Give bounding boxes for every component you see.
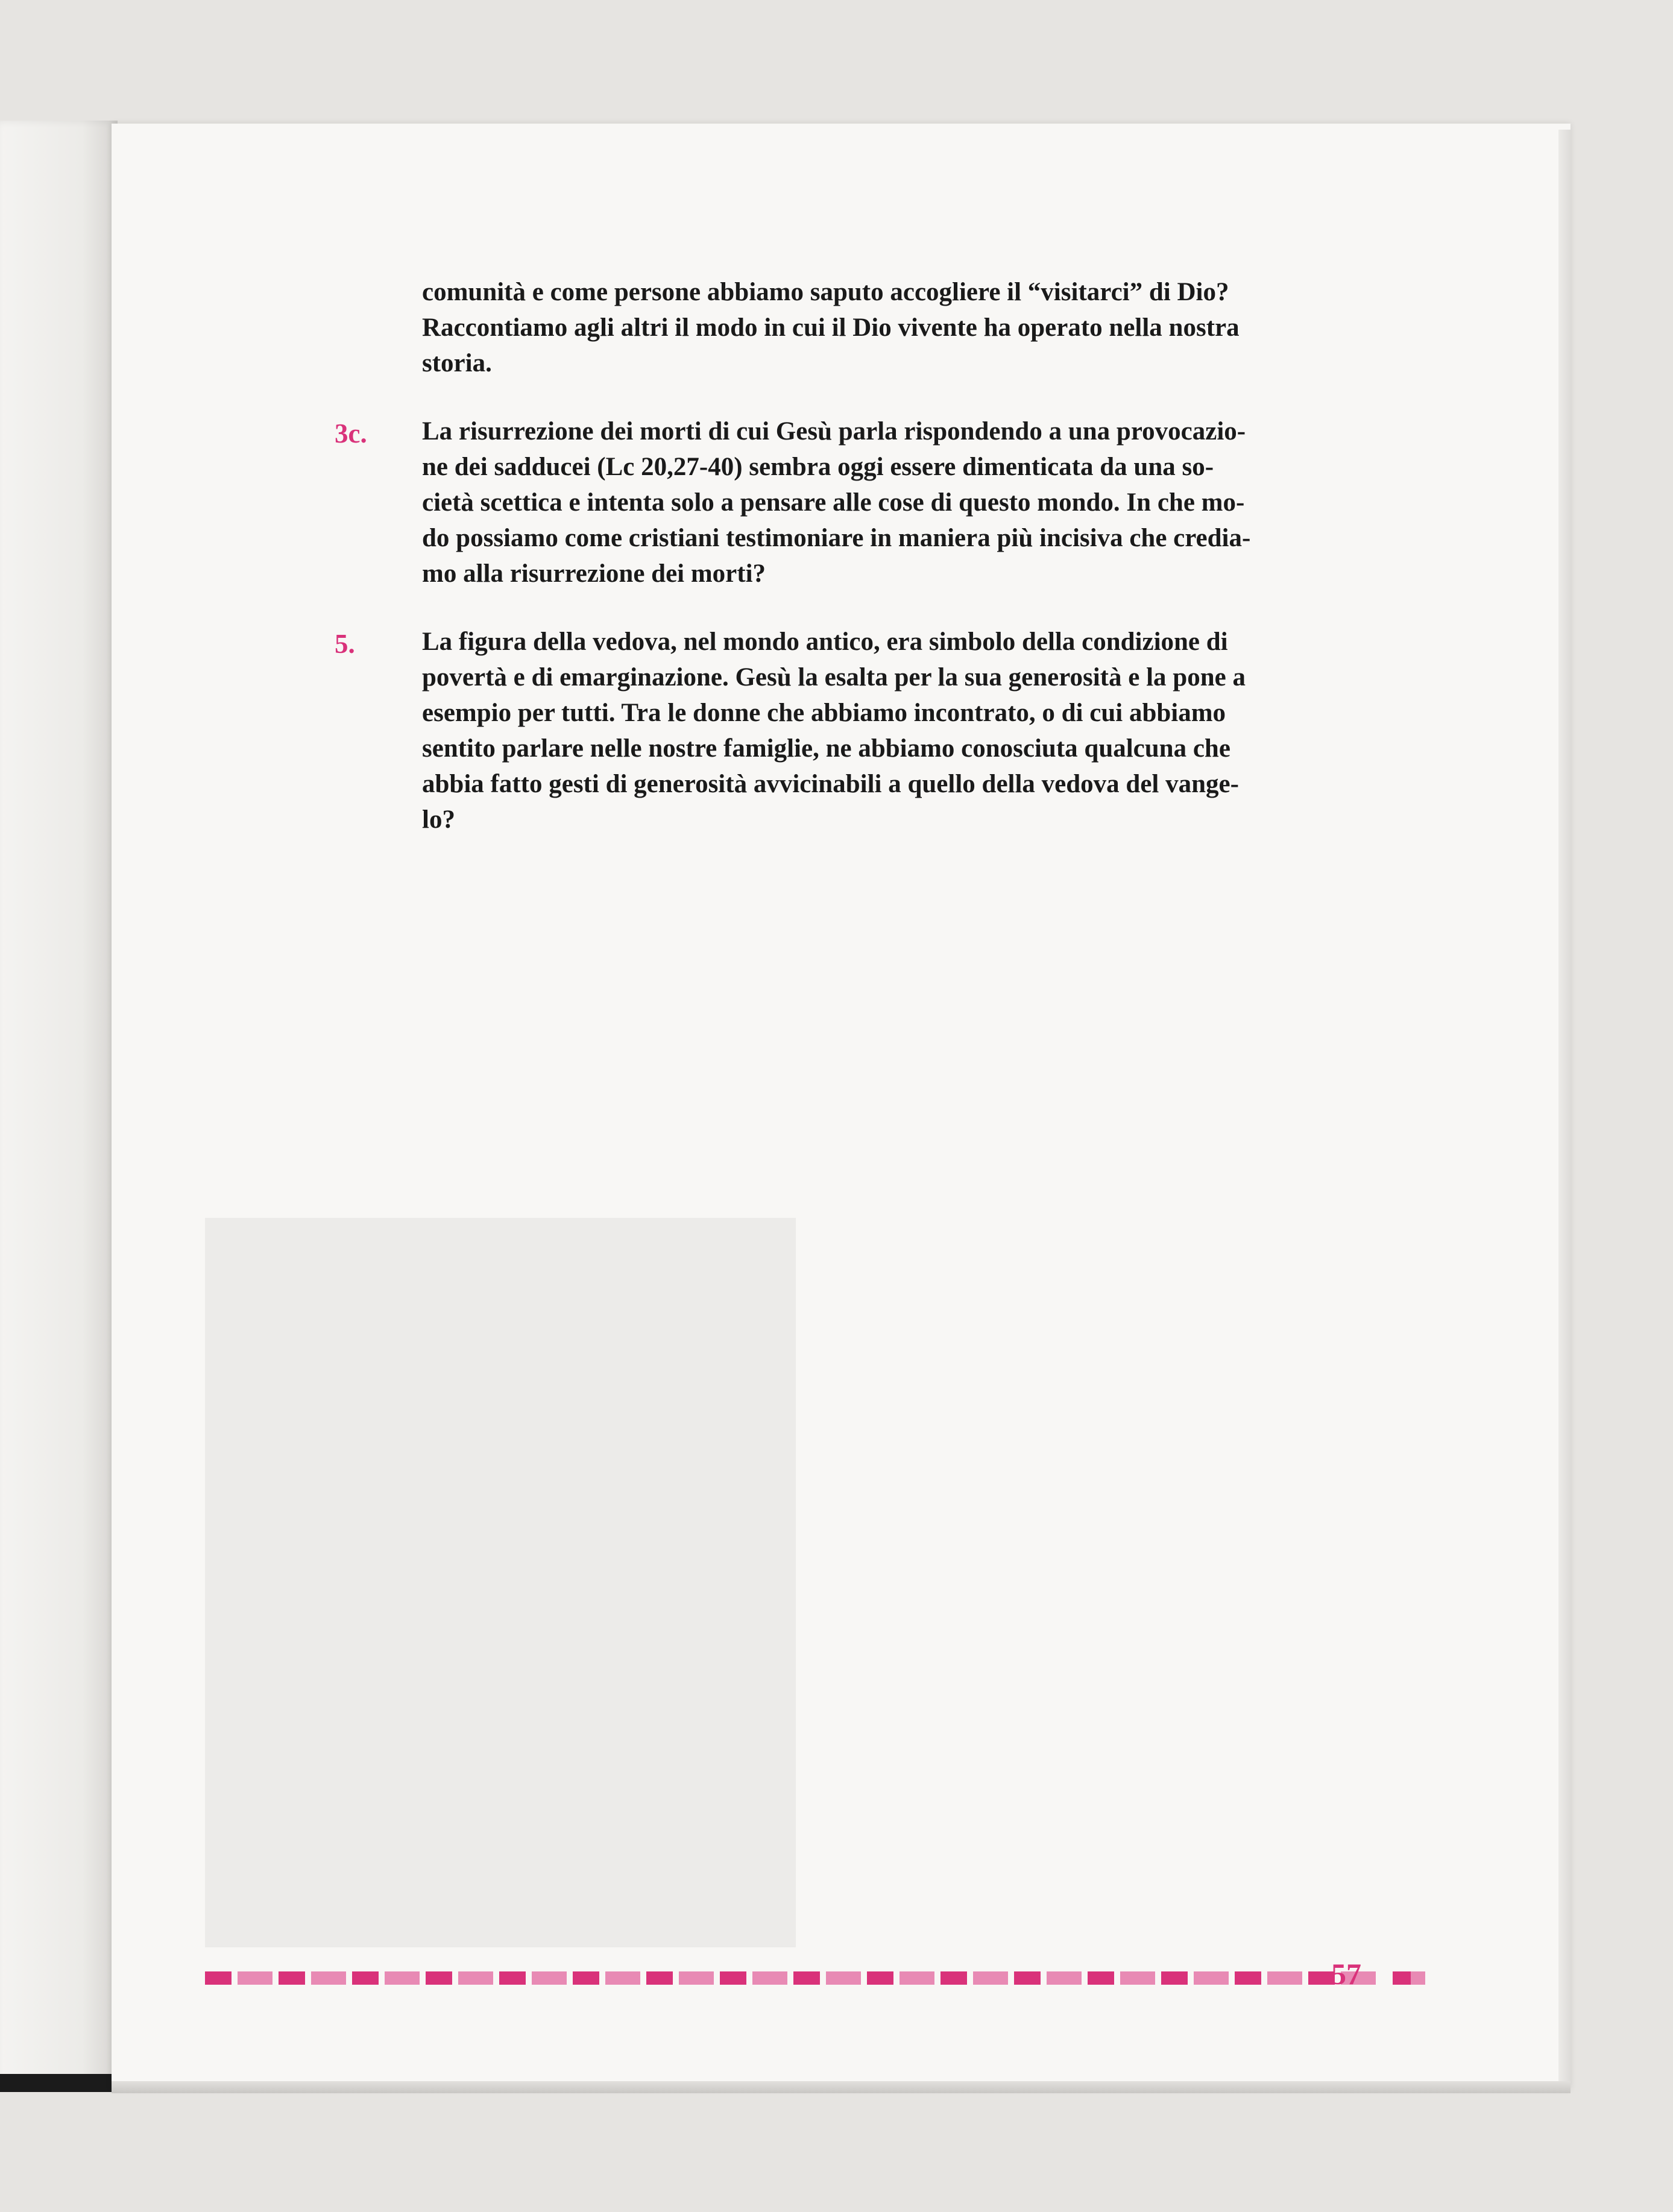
footer-bar-segment [238,1971,273,1985]
question-line: lo? [422,805,455,834]
footer-bar-segment [867,1971,893,1985]
footer-bar-segment [499,1971,526,1985]
question-item-5 [335,624,1414,837]
footer-bar-segment [752,1971,787,1985]
footer-bar-segment [1047,1971,1082,1985]
footer-bar-segment [573,1971,599,1985]
page-number: 57 [1331,1957,1361,1991]
book-cover-edge [0,2074,121,2092]
question-line: mo alla risurrezione dei morti? [422,559,766,588]
footer-bar-segment [940,1971,967,1985]
footer-bar-segment [205,1971,232,1985]
footer-bar-segment [646,1971,673,1985]
previous-page-edge [0,121,118,2092]
question-line: abbia fatto gesti di generosità avvicinabili a quello della vedova del vange- [422,770,1239,798]
question-number: 3c. [335,418,367,449]
question-item-continued [422,274,1414,381]
footer-bar-segment [793,1971,820,1985]
footer-bar-segment [311,1971,346,1985]
question-line: La figura della vedova, nel mondo antico, era simbolo della condizione di [422,628,1228,656]
question-line: ne dei sadducei (Lc 20,27-40) sembra oggi essere dimenticata da una so- [422,453,1214,481]
footer-bar-segment [426,1971,452,1985]
footer-bar-segment [1235,1971,1261,1985]
footer-bar-segment [1267,1971,1302,1985]
footer-bar-segment [1120,1971,1155,1985]
page-right-edge [1558,130,1572,2083]
question-line: povertà e di emarginazione. Gesù la esalta per la sua generosità e la pone a [422,663,1246,692]
question-line: comunità e come persone abbiamo saputo accogliere il “visitarci” di Dio? [422,278,1229,306]
footer-bar-segment [1411,1971,1425,1985]
footer-bar-segment [385,1971,420,1985]
footer-bar-segment [352,1971,379,1985]
footer-bar-segment [826,1971,861,1985]
page-bottom-edge [112,2081,1571,2093]
footer-bar-segment [1194,1971,1229,1985]
footer-bar-segment [1161,1971,1188,1985]
footer-bar-segment [279,1971,305,1985]
question-number: 5. [335,629,355,659]
reverse-image-showthrough [205,1218,796,1947]
footer-bar-segment [532,1971,567,1985]
question-line: esempio per tutti. Tra le donne che abbiamo incontrato, o di cui abbiamo [422,699,1226,727]
question-line: do possiamo come cristiani testimoniare in maniera più incisiva che crediа- [422,524,1251,552]
footer-bar-segment [1088,1971,1114,1985]
footer-bar-segment [1014,1971,1041,1985]
footer-bar-segment [458,1971,493,1985]
footer-bar-segment [605,1971,640,1985]
footer-bar-segment [720,1971,746,1985]
footer-bar-segment [973,1971,1008,1985]
question-line: sentito parlare nelle nostre famiglie, ne abbiamo conosciuta qualcuna che [422,734,1230,763]
footer-bar-segment [679,1971,714,1985]
question-line: La risurrezione dei morti di cui Gesù parla rispondendo a una provocazio- [422,417,1246,446]
question-line: Raccontiamo agli altri il modo in cui il Dio vivente ha operato nella nostra [422,314,1240,342]
question-line: cietà scettica e intenta solo a pensare alle cose di questo mondo. In che mo- [422,488,1245,517]
question-list [335,274,1414,870]
question-line: storia. [422,349,492,377]
question-item-3c [335,414,1414,591]
footer-bar-segment [900,1971,934,1985]
